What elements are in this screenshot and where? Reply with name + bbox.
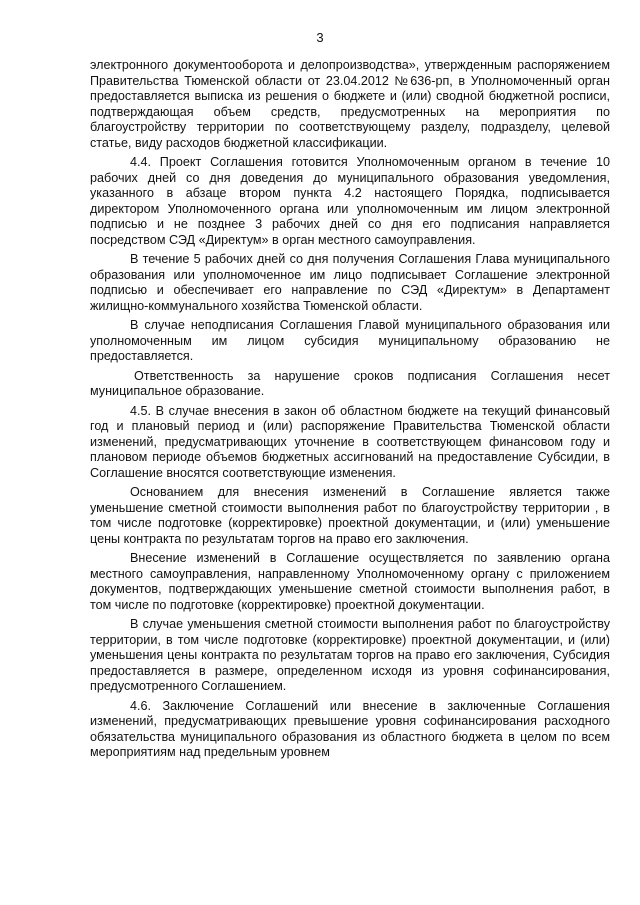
paragraph-non-signing: В случае неподписания Соглашения Главой муниципального образования или уполномоченным им лицом субсидия муниципальному образованию не предоставляется. — [90, 318, 610, 363]
paragraph-cost-reduction: В случае уменьшения сметной стоимости выполнения работ по благоустройству территории, в том числе подготовке (корректировке) проектной документации, и (или) уменьшения цены контракта по результатам торгов на право его заключения, Субсидия предоставляется в размере, определенном исходя из уровня софинансирования, предусмотренного Соглашением. — [90, 617, 610, 693]
paragraph-change-grounds: Основанием для внесения изменений в Соглашение является также уменьшение сметной стоимости выполнения работ по благоустройству территории , в том числе подготовке (корректировке) проектной документации, и (или) уменьшение цены контракта по результатам торгов на право его заключения. — [90, 485, 610, 546]
paragraph-signing-term: В течение 5 рабочих дней со дня получения Соглашения Глава муниципального образования или уполномоченное им лицо подписывает Соглашение электронной подписью и обеспечивает его направление по СЭД «Директум» в Департамент жилищно-коммунального хозяйства Тюменской области. — [90, 252, 610, 313]
paragraph-change-procedure: Внесение изменений в Соглашение осуществляется по заявлению органа местного самоуправления, направленному Уполномоченному органу с приложением документов, подтверждающих уменьшение сметной стоимости выполнения работ, в том числе по подготовке (корректировке) проектной документации. — [90, 551, 610, 612]
paragraph-4-6: 4.6. Заключение Соглашений или внесение в заключенные Соглашения изменений, предусматривающих превышение уровня софинансирования расходного обязательства муниципального образования из областного бюджета в целом по всем мероприятиям над предельным уровнем — [90, 698, 610, 759]
paragraph-4-5: 4.5. В случае внесения в закон об областном бюджете на текущий финансовый год и плановый период и (или) распоряжение Правительства Тюменской области изменений, предусматривающих уточнение в соответствующем финансовом году и плановом периоде объемов бюджетных ассигнований на предоставление Субсидии, в Соглашение вносятся соответствующие изменения. — [90, 403, 610, 480]
paragraph-4-4: 4.4. Проект Соглашения готовится Уполномоченным органом в течение 10 рабочих дней со дня доведения до муниципального образования уведомления, указанного в абзаце втором пункта 4.2 настоящего Порядка, подписывается директором Уполномоченного органа или уполномоченным им лицом электронной подписью и не позднее 3 рабочих дней со дня его подписания направляется посредством СЭД «Директум» в орган местного самоуправления. — [90, 155, 610, 247]
document-body — [90, 58, 610, 765]
paragraph-continuation: электронного документооборота и делопроизводства», утвержденным распоряжением Правительства Тюменской области от 23.04.2012 №636-рп, в Уполномоченный орган предоставляется выписка из решения о бюджете и (или) сводной бюджетной росписи, подтверждающая объем средств, предусмотренных на мероприятия по благоустройству территории по соответствующему разделу, подразделу, целевой статье, виду расходов бюджетной классификации. — [90, 58, 610, 150]
page-number: 3 — [316, 30, 324, 45]
paragraph-responsibility: Ответственность за нарушение сроков подписания Соглашения несет муниципальное образование. — [90, 368, 610, 398]
